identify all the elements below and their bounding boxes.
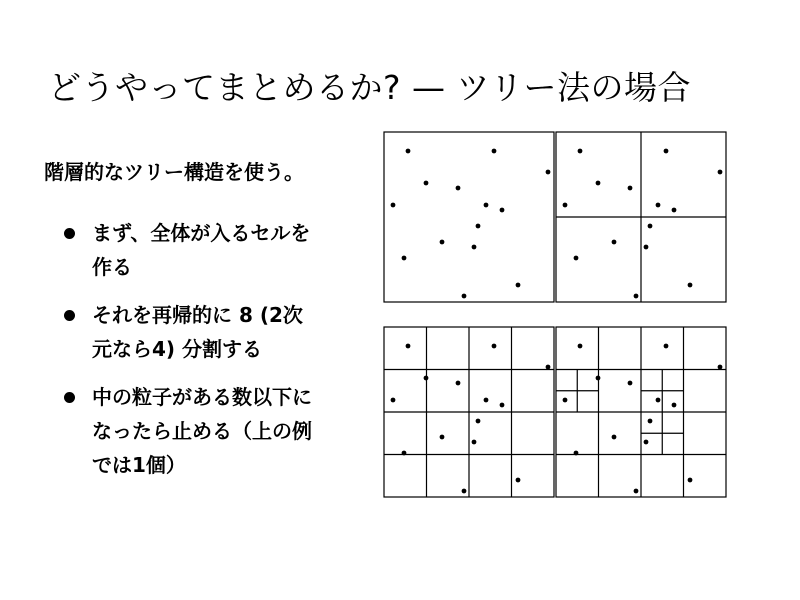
particle-dot	[476, 419, 481, 424]
particle-dot	[492, 344, 497, 349]
particle-dot	[656, 398, 661, 403]
particle-dot	[596, 181, 601, 186]
panel-border-0	[384, 132, 554, 302]
particle-dot	[634, 489, 639, 494]
particle-dot	[424, 181, 429, 186]
particle-dot	[664, 149, 669, 154]
particle-dot	[578, 344, 583, 349]
bullet-item-recursive-split	[64, 298, 374, 366]
particle-dot	[644, 440, 649, 445]
particle-dot	[574, 451, 579, 456]
bullet-dot-icon	[64, 228, 75, 239]
particle-dot	[546, 365, 551, 370]
particle-dot	[718, 365, 723, 370]
particle-dot	[612, 435, 617, 440]
particle-dot	[596, 376, 601, 381]
particle-dot	[456, 381, 461, 386]
particle-dot	[644, 245, 649, 250]
particle-dot	[656, 203, 661, 208]
particle-dot	[462, 489, 467, 494]
particle-dot	[563, 398, 568, 403]
particle-dot	[634, 294, 639, 299]
particle-dot	[574, 256, 579, 261]
particle-dot	[648, 224, 653, 229]
particle-dot	[402, 451, 407, 456]
particle-dot	[492, 149, 497, 154]
tree-subdivision-diagram	[380, 128, 730, 502]
particle-dot	[672, 208, 677, 213]
bullet-line: 作る	[92, 255, 132, 279]
bullet-line: 元なら4) 分割する	[92, 337, 263, 361]
bullet-line: まず、全体が入るセルを	[92, 221, 311, 245]
particle-dot	[402, 256, 407, 261]
particle-dot	[472, 245, 477, 250]
particle-dot	[664, 344, 669, 349]
bullet-dot-icon	[64, 310, 75, 321]
particle-dot	[484, 398, 489, 403]
bullet-line: では1個）	[92, 453, 186, 477]
particle-dot	[546, 170, 551, 175]
particle-dot	[500, 208, 505, 213]
particle-dot	[406, 344, 411, 349]
particle-dot	[612, 240, 617, 245]
particle-dot	[648, 419, 653, 424]
particle-dot	[456, 186, 461, 191]
bullet-line: なったら止める（上の例	[92, 419, 312, 443]
particle-dot	[391, 203, 396, 208]
bullet-item-create-cell	[64, 216, 374, 284]
particle-dot	[472, 440, 477, 445]
particle-dot	[578, 149, 583, 154]
particle-dot	[688, 478, 693, 483]
particle-dot	[516, 283, 521, 288]
bullet-line: それを再帰的に 8 (2次	[92, 303, 303, 327]
bullet-list	[64, 216, 374, 496]
slide-title: どうやってまとめるか? — ツリー法の場合	[48, 68, 691, 107]
particle-dot	[563, 203, 568, 208]
intro-text: 階層的なツリー構造を使う。	[44, 160, 304, 184]
particle-dot	[440, 240, 445, 245]
particle-dot	[476, 224, 481, 229]
particle-dot	[462, 294, 467, 299]
particle-dot	[500, 403, 505, 408]
tree-subdivision-figure	[380, 128, 730, 502]
particle-dot	[406, 149, 411, 154]
particle-dot	[718, 170, 723, 175]
particle-dot	[628, 381, 633, 386]
particle-dot	[688, 283, 693, 288]
bullet-dot-icon	[64, 392, 75, 403]
particle-dot	[628, 186, 633, 191]
bullet-line: 中の粒子がある数以下に	[92, 385, 312, 409]
particle-dot	[484, 203, 489, 208]
particle-dot	[516, 478, 521, 483]
particle-dot	[391, 398, 396, 403]
bullet-item-stop-condition	[64, 380, 374, 482]
particle-dot	[424, 376, 429, 381]
particle-dot	[440, 435, 445, 440]
particle-dot	[672, 403, 677, 408]
